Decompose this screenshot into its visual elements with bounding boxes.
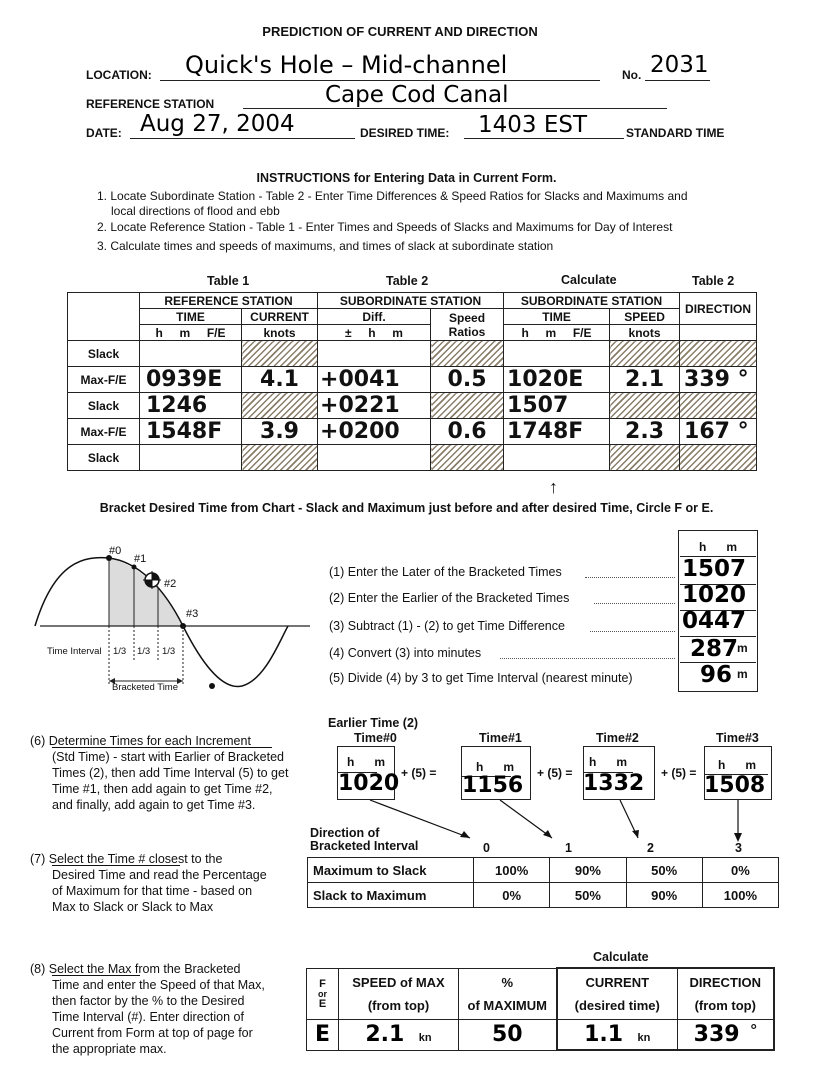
time-calc-header: TIME [504,309,610,325]
header-line: DIRECTION [689,974,761,990]
fe-value[interactable]: E [307,1019,339,1050]
plus5-label: + (5) = [661,766,697,780]
sub-time-cell[interactable]: 1507 [504,393,610,419]
step-1-value[interactable]: 1507 [682,556,747,582]
hatched-cell [610,393,680,419]
sub-time-cell[interactable]: 1748F [504,419,610,445]
form-title: PREDICTION OF CURRENT AND DIRECTION [262,24,538,39]
calculate-label: Calculate [593,950,649,964]
col-number-0: 0 [483,841,490,855]
direction-result-header [678,968,774,1019]
speed-max-header [339,968,459,1019]
step-4-unit: m [737,641,748,655]
speed-max-value: 2.1 [365,1022,405,1047]
standard-time-label: STANDARD TIME [626,126,725,140]
step-3-text: (3) Subtract (1) - (2) to get Time Difference [329,619,565,633]
current-unit: kn [637,1031,651,1044]
sub-station-calc-header: SUBORDINATE STATION [504,293,680,309]
ratio-cell[interactable]: 0.5 [431,367,504,393]
time3-label: Time#3 [716,731,759,745]
current-desired-cell[interactable] [557,1019,678,1050]
pct-max-header [459,968,557,1019]
step-1-text: (1) Enter the Later of the Bracketed Times [329,565,562,579]
third-1-label: 1/3 [113,646,127,657]
table-row [308,858,779,883]
step-5-text: (5) Divide (4) by 3 to get Time Interval (nearest minute) [329,671,633,685]
group-label-table2-direction: Table 2 [692,274,735,288]
instruction-2: 2. Locate Reference Station - Table 1 - Enter Times and Speeds of Slacks and Maximums for Day of Interest [97,220,673,234]
step-3-value[interactable]: 0447 [682,608,747,634]
step-6-line: Times (2), then add Time Interval (5) to get [52,766,289,780]
marker-1-dot [132,565,137,570]
pct-cell: 90% [550,858,626,883]
speed-header: SPEED [610,309,680,325]
time2-value[interactable]: 1332 [583,771,645,796]
step-8-line: Current from Form at top of page for [52,1026,253,1040]
pm-hm-header: ± h m [318,325,431,341]
row-label: Slack [68,445,140,471]
instruction-3: 3. Calculate times and speeds of maximums, and times of slack at subordinate station [97,239,554,253]
pct-cell: 90% [626,883,702,908]
ref-time-cell[interactable]: 0939E [140,367,242,393]
row-label: Slack [68,341,140,367]
instruction-1-cont: local directions of flood and ebb [111,204,280,218]
direction-label-line: Direction of [310,826,380,840]
speed-ratios-header: Speed Ratios [431,309,504,341]
ratio-cell[interactable]: 0.6 [431,419,504,445]
direction-label-line: Bracketed Interval [310,839,419,853]
step-7-line: (7) Select the Time # closest to the [30,852,223,866]
result-table [306,967,775,1051]
location-value[interactable]: Quick's Hole – Mid-channel [185,51,508,79]
header-line: of MAXIMUM [467,997,547,1013]
ref-time-cell[interactable] [140,445,242,471]
table-row [68,419,757,445]
step-8-line: (8) Select the Max from the Bracketed [30,962,241,976]
speed-cell[interactable]: 2.1 [610,367,680,393]
time0-label: Time#0 [354,731,397,745]
table-row [68,445,757,471]
location-label: LOCATION: [86,68,152,82]
diff-cell[interactable] [318,445,431,471]
hatched-cell [431,393,504,419]
ref-time-cell[interactable] [140,341,242,367]
reference-station-label: REFERENCE STATION [86,97,215,111]
instructions-title: INSTRUCTIONS for Entering Data in Current Form. [256,171,557,185]
group-label-table1: Table 1 [207,274,250,288]
earlier-time-label: Earlier Time (2) [328,716,419,730]
steps-hm-header: h m [698,540,737,554]
knots-header: knots [242,325,318,341]
table-row [308,883,779,908]
header-line: (from top) [367,997,430,1013]
diff-cell[interactable]: +0221 [318,393,431,419]
row-label: Max-F/E [68,419,140,445]
ref-station-header: REFERENCE STATION [140,293,318,309]
date-label: DATE: [86,126,122,140]
step-6-line: (6) Determine Times for each Increment [30,734,251,748]
third-3-label: 1/3 [162,646,176,657]
step-7-line: Desired Time and read the Percentage [52,868,267,882]
group-label-table2: Table 2 [386,274,429,288]
marker-0-label: #0 [109,545,122,557]
group-label-calculate: Calculate [561,273,617,287]
time1-value[interactable]: 1156 [462,773,524,798]
step-6-text [30,733,288,813]
fe-header-line: E [318,997,327,1010]
hatched-cell [431,445,504,471]
hm-fe-calc-header: h m F/E [504,325,610,341]
direction-result-value: 339 [693,1021,740,1047]
sub-time-cell[interactable] [504,341,610,367]
step-5-unit: m [737,667,748,681]
hatched-cell [242,341,318,367]
direction-cell[interactable]: 167 ° [680,419,757,445]
hatched-cell [680,445,757,471]
step-6-line: Time #1, then add again to get Time #2, [52,782,273,796]
hatched-cell [610,341,680,367]
pct-cell: 0% [702,858,778,883]
time0-value[interactable]: 1020 [338,771,400,796]
bracketed-time-label: Bracketed Time [112,682,178,693]
hatched-cell [242,393,318,419]
diff-cell[interactable] [318,341,431,367]
step-8-line: Time Interval (#). Enter direction of [52,1010,244,1024]
step-8-line: Time and enter the Speed of that Max, [52,978,265,992]
reference-station-value[interactable]: Cape Cod Canal [325,82,509,108]
direction-header: DIRECTION [680,293,757,325]
percentage-table [307,857,779,908]
speed-max-cell[interactable] [339,1019,459,1050]
sub-time-cell[interactable]: 1020E [504,367,610,393]
speed-unit: kn [418,1032,432,1044]
hm-fe-header: h m F/E [140,325,242,341]
instruction-1: 1. Locate Subordinate Station - Table 2 - Enter Time Differences & Speed Ratios for Slacks and Maximums and [97,189,688,203]
plus5-label: + (5) = [401,766,437,780]
direction-cell[interactable]: 339 ° [680,367,757,393]
time3-value[interactable]: 1508 [704,773,766,798]
degree-unit: ° [750,1021,757,1039]
current-cell[interactable]: 4.1 [242,367,318,393]
step-2-text: (2) Enter the Earlier of the Bracketed Times [329,591,570,605]
time1-hm: h m [475,760,514,774]
step-6-line: (Std Time) - start with Earlier of Bracketed [52,750,285,764]
header-line: (from top) [694,997,756,1013]
fe-header-line: or [318,988,327,999]
pct-cell: 100% [474,858,550,883]
current-curve-diagram [30,540,320,700]
header-line: (desired time) [574,997,660,1013]
row-label: Max-F/E [68,367,140,393]
sub-station-header: SUBORDINATE STATION [318,293,504,309]
step-6-line: and finally, add again to get Time #3. [52,798,256,812]
bracket-instruction: Bracket Desired Time from Chart - Slack and Maximum just before and after desired Time, Circle F or E. [99,501,714,515]
hatched-cell [242,445,318,471]
hatched-cell [680,341,757,367]
diff-cell[interactable]: +0041 [318,367,431,393]
pct-max-value[interactable]: 50 [459,1019,557,1050]
hatched-cell [680,393,757,419]
no-label: No. [622,68,642,82]
step-2-value[interactable]: 1020 [682,582,747,608]
direction-result-cell[interactable] [678,1019,774,1050]
row-label: Slack [68,393,140,419]
marker-3-label: #3 [186,608,199,620]
step-8-line: the appropriate max. [52,1042,167,1056]
knots-calc-header: knots [610,325,680,341]
speed-cell[interactable]: 2.3 [610,419,680,445]
step-7-line: of Maximum for that time - based on [52,884,253,898]
current-header: CURRENT [242,309,318,325]
fe-header-line: F [319,977,326,990]
header-line: SPEED of MAX [352,974,445,990]
direction-of-interval-label [310,827,418,853]
time3-hm: h m [717,758,756,772]
current-desired-header [557,968,678,1019]
marker-1-label: #1 [134,553,147,565]
table-row [68,367,757,393]
time-interval-label: Time Interval [47,646,102,657]
current-prediction-table [67,292,757,471]
min-dot [209,683,215,689]
ref-time-cell[interactable]: 1548F [140,419,242,445]
step-7-text [30,851,267,915]
sub-time-cell[interactable] [504,445,610,471]
desired-time-value[interactable]: 1403 EST [478,112,588,138]
hatched-cell [610,445,680,471]
time1-label: Time#1 [479,731,522,745]
pct-cell: 100% [702,883,778,908]
col-number-1: 1 [565,841,572,855]
table-row [68,393,757,419]
current-desired-value: 1.1 [584,1021,624,1047]
time0-hm: h m [346,755,385,769]
plus5-label: + (5) = [537,766,573,780]
step-7-line: Max to Slack or Slack to Max [52,900,214,914]
pct-cell: 50% [626,858,702,883]
row-label: Slack to Maximum [308,883,474,908]
header-line: CURRENT [585,974,650,990]
station-number-value[interactable]: 2031 [650,52,709,78]
row-label: Maximum to Slack [308,858,474,883]
diff-cell[interactable]: +0200 [318,419,431,445]
step-4-value[interactable]: 287 [690,636,739,662]
table-row [68,341,757,367]
third-2-label: 1/3 [137,646,151,657]
step-8-line: then factor by the % to the Desired [52,994,245,1008]
desired-time-label: DESIRED TIME: [360,126,450,140]
current-cell[interactable]: 3.9 [242,419,318,445]
pct-cell: 50% [550,883,626,908]
col-number-3: 3 [735,841,742,855]
time2-label: Time#2 [596,731,639,745]
header-line: % [501,974,514,990]
diff-header: Diff. [318,309,431,325]
time2-hm: h m [588,755,627,769]
pct-cell: 0% [474,883,550,908]
col-number-2: 2 [647,841,654,855]
date-value[interactable]: Aug 27, 2004 [140,111,295,137]
up-arrow-icon: ↑ [549,477,558,497]
fe-header [307,968,339,1019]
ref-time-cell[interactable]: 1246 [140,393,242,419]
hatched-cell [431,341,504,367]
marker-2-label: #2 [164,578,177,590]
step-5-value[interactable]: 96 [700,662,733,688]
step-4-text: (4) Convert (3) into minutes [329,646,482,660]
time-header: TIME [140,309,242,325]
